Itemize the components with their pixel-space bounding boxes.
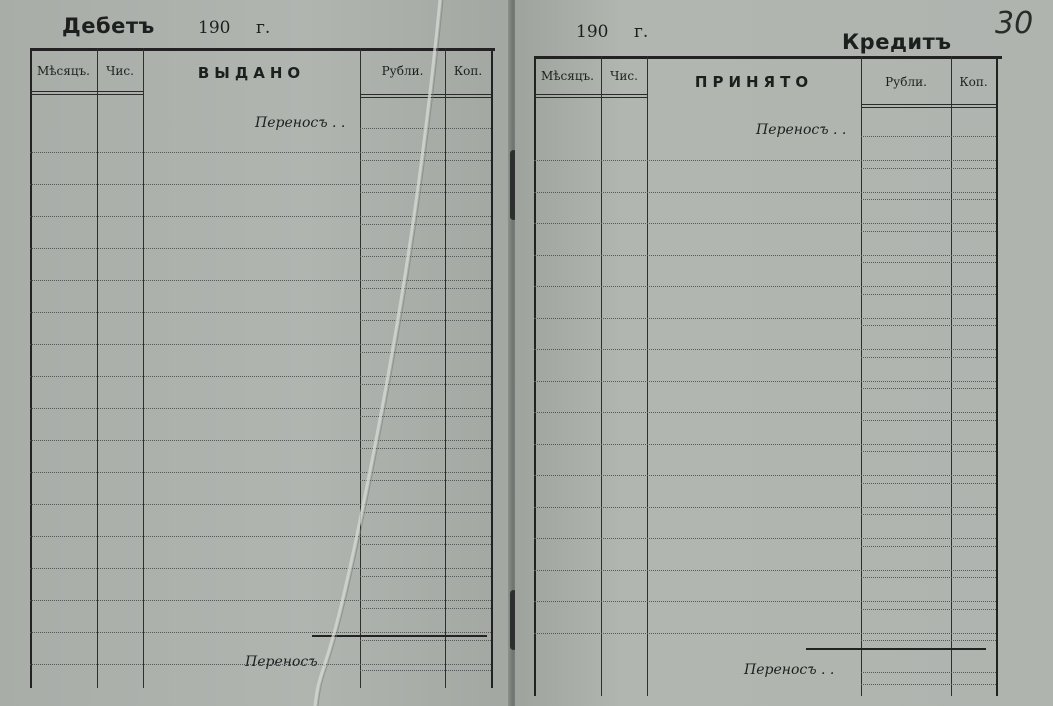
row-rule [30, 312, 491, 313]
row-rule [30, 440, 491, 441]
row-rule [30, 344, 491, 345]
column-header-kopecks: Коп. [959, 75, 988, 89]
header-rule-date [534, 94, 647, 98]
row-rule [30, 472, 491, 473]
row-rule [534, 381, 996, 382]
row-rule [30, 184, 491, 185]
row-rule [30, 536, 491, 537]
row-rule [360, 128, 491, 129]
row-rule [534, 160, 996, 161]
row-rule [30, 504, 491, 505]
carry-forward-top: Переносъ . . [255, 115, 346, 131]
row-rule [360, 224, 491, 225]
column-header-rubles: Рубли. [381, 64, 424, 78]
day-column-divider [143, 48, 144, 688]
row-rule [534, 192, 996, 193]
column-header-month: Мѣсяцъ. [541, 69, 594, 83]
row-rule [360, 256, 491, 257]
row-rule [861, 577, 996, 578]
debit-title: Дебетъ [62, 14, 155, 38]
row-rule [861, 199, 996, 200]
month-column-divider [601, 56, 602, 696]
description-column-divider [861, 56, 862, 696]
row-rule [30, 248, 491, 249]
row-rule [534, 255, 996, 256]
debit-ledger-table [30, 48, 495, 688]
table-right-border [491, 48, 493, 688]
right-year-suffix: г. [634, 22, 649, 42]
column-header-day: Чис. [106, 64, 134, 78]
row-rule [861, 231, 996, 232]
description-column-divider [360, 48, 361, 688]
row-rule [360, 160, 491, 161]
row-rule [360, 608, 491, 609]
column-header-issued: ВЫДАНО [197, 64, 306, 82]
column-header-month: Мѣсяцъ. [37, 64, 90, 78]
row-rule [360, 352, 491, 353]
row-rule [534, 318, 996, 319]
row-rule [861, 357, 996, 358]
total-rule [806, 648, 986, 650]
row-rule [30, 216, 491, 217]
row-rule [360, 192, 491, 193]
row-rule [534, 475, 996, 476]
credit-title: Кредитъ [842, 30, 952, 54]
total-rule [312, 635, 487, 637]
row-rule [360, 320, 491, 321]
row-rule [30, 600, 491, 601]
row-rule [360, 384, 491, 385]
left-year-suffix: г. [256, 18, 271, 38]
row-rule [861, 262, 996, 263]
page-number: 30 [995, 6, 1034, 41]
row-rule [861, 640, 996, 641]
header-rule-amount [861, 104, 996, 108]
row-rule [861, 672, 996, 673]
column-header-kopecks: Коп. [453, 64, 483, 78]
row-rule [360, 288, 491, 289]
row-rule [861, 388, 996, 389]
rubles-column-divider [445, 48, 446, 688]
row-rule [861, 514, 996, 515]
row-rule [534, 601, 996, 602]
row-rule [360, 576, 491, 577]
row-rule [534, 286, 996, 287]
rubles-column-divider [951, 56, 952, 696]
column-header-received: ПРИНЯТО [694, 73, 814, 91]
row-rule [30, 280, 491, 281]
credit-ledger-table [534, 56, 1002, 696]
row-rule [30, 408, 491, 409]
row-rule [861, 684, 996, 685]
header-rule-amount [360, 94, 491, 98]
day-column-divider [647, 56, 648, 696]
table-left-border [534, 56, 536, 696]
row-rule [861, 420, 996, 421]
row-rule [534, 412, 996, 413]
carry-forward-bottom: Переносъ . . [744, 662, 835, 678]
row-rule [534, 223, 996, 224]
carry-forward-bottom: Переносъ . [245, 654, 327, 670]
month-column-divider [97, 48, 98, 688]
row-rule [30, 152, 491, 153]
row-rule [30, 632, 491, 633]
row-rule [861, 483, 996, 484]
row-rule [30, 568, 491, 569]
left-page-debit [0, 0, 513, 706]
table-right-border [996, 56, 998, 696]
row-rule [861, 168, 996, 169]
row-rule [360, 512, 491, 513]
row-rule [861, 609, 996, 610]
row-rule [360, 448, 491, 449]
carry-forward-top: Переносъ . . [756, 122, 847, 138]
column-header-day: Чис. [610, 69, 638, 83]
left-year: 190 [198, 18, 231, 38]
row-rule [861, 136, 996, 137]
row-rule [360, 544, 491, 545]
row-rule [360, 416, 491, 417]
right-year: 190 [576, 22, 609, 42]
column-header-rubles: Рубли. [885, 75, 927, 89]
row-rule [360, 480, 491, 481]
row-rule [861, 451, 996, 452]
row-rule [534, 570, 996, 571]
header-rule-date [30, 91, 143, 95]
row-rule [30, 664, 491, 665]
row-rule [861, 325, 996, 326]
row-rule [30, 376, 491, 377]
row-rule [360, 640, 491, 641]
right-page-credit [515, 0, 1053, 706]
row-rule [534, 538, 996, 539]
row-rule [861, 294, 996, 295]
row-rule [534, 633, 996, 634]
row-rule [534, 444, 996, 445]
row-rule [360, 670, 491, 671]
row-rule [534, 349, 996, 350]
table-left-border [30, 48, 32, 688]
row-rule [861, 546, 996, 547]
row-rule [534, 507, 996, 508]
